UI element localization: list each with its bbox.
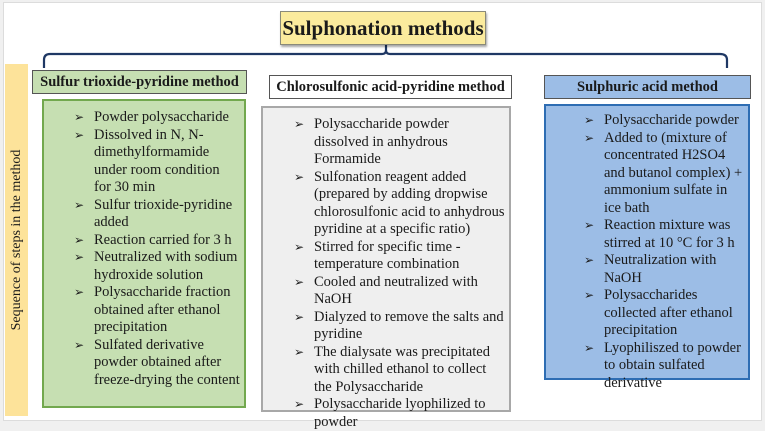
sequence-axis-text: Sequence of steps in the method [8,149,24,331]
step-text: Reaction carried for 3 h [94,231,232,248]
step-text: Powder polysaccharide [94,109,229,125]
step-text: Polysaccharide lyophilized to powder [314,396,486,430]
arrow-bullet-icon: ➢ [74,197,85,212]
step-item [580,217,744,252]
step-item [290,344,505,397]
step-item [70,127,240,197]
step-text: Cooled and neutralized with NaOH [314,273,478,307]
step-text: Added to (mixture of concentrated H2SO4 and butanol complex) + ammonium sulfate in ice bath [604,129,743,216]
method-header-chlorosulfonic-acid-pyridine: Chlorosulfonic acid-pyridine method [269,75,512,99]
arrow-bullet-icon: ➢ [74,232,85,247]
method-header-sulfur-trioxide-pyridine: Sulfur trioxide-pyridine method [32,70,247,94]
step-text: Polysaccharide powder [604,112,739,128]
step-text: Sulfated derivative powder obtained after freeze-drying the content [94,336,240,388]
step-item [580,340,744,393]
step-item [580,112,744,130]
step-item [70,337,240,390]
step-item [580,287,744,340]
step-item [70,249,240,284]
arrow-bullet-icon: ➢ [584,130,595,145]
sequence-axis-label [5,64,28,416]
step-text: Neutralized with sodium hydroxide solution [94,249,238,283]
step-text: Dissolved in N, N-dimethylformamide under room condition for 30 min [94,126,220,195]
step-item [290,239,505,274]
step-item [290,116,505,169]
step-text: Sulfonation reagent added (prepared by adding dropwise chlorosulfonic acid to anhydrous pyridine at a specific ratio) [314,168,505,237]
step-item [290,396,505,431]
arrow-bullet-icon: ➢ [294,169,305,184]
step-item [70,232,240,250]
arrow-bullet-icon: ➢ [74,337,85,352]
arrow-bullet-icon: ➢ [74,127,85,142]
step-item [290,309,505,344]
arrow-bullet-icon: ➢ [584,340,595,355]
arrow-bullet-icon: ➢ [584,113,595,127]
arrow-bullet-icon: ➢ [74,250,85,264]
arrow-bullet-icon: ➢ [294,239,305,254]
step-text: Neutralization with NaOH [604,252,717,286]
step-text: Lyophiliszed to powder to obtain sulfated derivative [604,339,741,391]
step-item [70,109,240,127]
step-text: The dialysate was precipitated with chilled ethanol to collect the Polysaccharide [314,343,490,395]
arrow-bullet-icon: ➢ [294,309,305,324]
step-item [70,197,240,232]
arrow-bullet-icon: ➢ [294,344,305,359]
diagram-title: Sulphonation methods [280,11,486,45]
step-item [70,284,240,337]
step-text: Stirred for specific time - temperature combination [314,238,461,272]
method-header-sulphuric-acid: Sulphuric acid method [544,75,751,99]
step-text: Sulfur trioxide-pyridine added [94,196,233,230]
step-text: Polysaccharide fraction obtained after ethanol precipitation [94,284,231,335]
arrow-bullet-icon: ➢ [294,117,305,131]
arrow-bullet-icon: ➢ [74,110,85,124]
step-text: Polysaccharides collected after ethanol precipitation [604,287,733,338]
arrow-bullet-icon: ➢ [584,253,595,267]
method-steps-sulfur-trioxide-pyridine [42,99,246,408]
step-item [580,130,744,218]
method-steps-chlorosulfonic-acid-pyridine [261,106,511,430]
step-item [290,169,505,239]
arrow-bullet-icon: ➢ [294,274,305,289]
step-item [580,252,744,287]
arrow-bullet-icon: ➢ [74,285,85,299]
arrow-bullet-icon: ➢ [584,288,595,302]
method-steps-sulphuric-acid [544,104,750,391]
step-text: Reaction mixture was stirred at 10 °C for 3 h [604,217,735,251]
step-text: Polysaccharide powder dissolved in anhydrous Formamide [314,116,449,167]
step-item [290,274,505,309]
arrow-bullet-icon: ➢ [584,218,595,232]
arrow-bullet-icon: ➢ [294,397,305,411]
step-text: Dialyzed to remove the salts and pyridine [314,308,504,342]
